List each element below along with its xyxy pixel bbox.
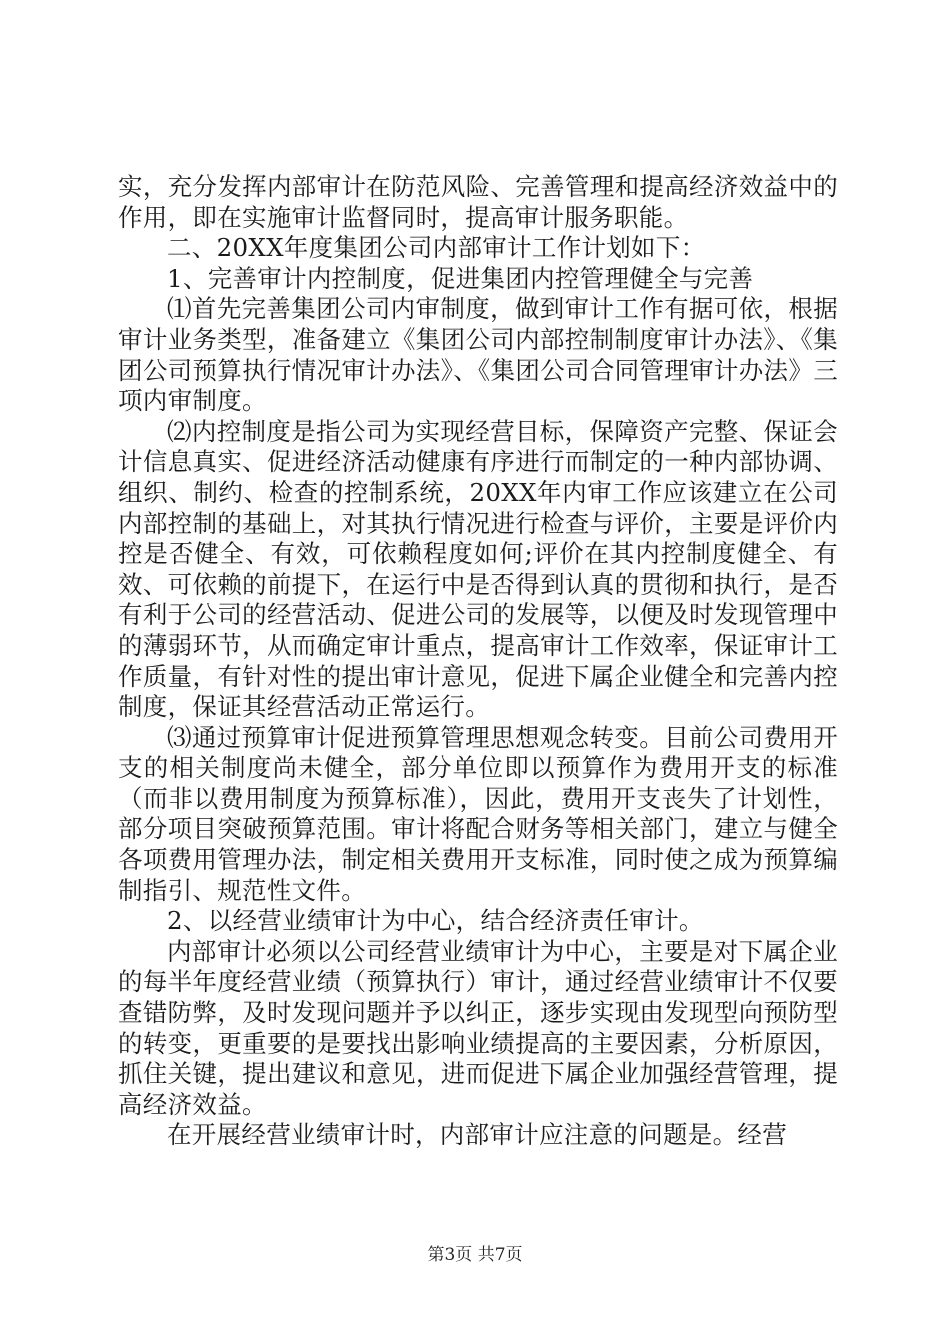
document-body bbox=[118, 172, 838, 1151]
page-number-footer: 第3页 共7页 bbox=[427, 1245, 523, 1265]
subheading-2: 2、以经营业绩审计为中心，结合经济责任审计。 bbox=[167, 906, 704, 936]
section-heading-2: 二、20XX年度集团公司内部审计工作计划如下： bbox=[167, 233, 706, 263]
paragraph-audit-issues: 在开展经营业绩审计时，内部审计应注意的问题是。经营 bbox=[167, 1120, 787, 1150]
paragraph-performance-audit: 内部审计必须以公司经营业绩审计为中心，主要是对下属企业的每半年度经营业绩（预算执行）审计，通过经营业绩审计不仅要查错防弊，及时发现问题并予以纠正，逐步实现由发现型向预防型的转变，更重要的是要找出影响业绩提高的主要因素，分析原因，抓住关键，提出建议和意见，进而促进下属企业加强经营管理，提高经济效益。 bbox=[118, 936, 838, 1119]
paragraph-item-3: ⑶通过预算审计促进预算管理思想观念转变。目前公司费用开支的相关制度尚未健全，部分单位即以预算作为费用开支的标准（而非以费用制度为预算标准），因此，费用开支丧失了计划性，部分项目突破预算范围。审计将配合财务等相关部门，建立与健全各项费用管理办法，制定相关费用开支标准，同时使之成为预算编制指引、规范性文件。 bbox=[118, 722, 838, 905]
paragraph-item-2: ⑵内控制度是指公司为实现经营目标，保障资产完整、保证会计信息真实、促进经济活动健康有序进行而制定的一种内部协调、组织、制约、检查的控制系统，20XX年内审工作应该建立在公司内部控制的基础上，对其执行情况进行检查与评价，主要是评价内控是否健全、有效，可依赖程度如何;评价在其内控制度健全、有效、可依赖的前提下，在运行中是否得到认真的贯彻和执行，是否有利于公司的经营活动、促进公司的发展等，以便及时发现管理中的薄弱环节，从而确定审计重点，提高审计工作效率，保证审计工作质量，有针对性的提出审计意见，促进下属企业健全和完善内控制度，保证其经营活动正常运行。 bbox=[118, 416, 838, 722]
paragraph-continuation: 实，充分发挥内部审计在防范风险、完善管理和提高经济效益中的作用，即在实施审计监督同时，提高审计服务职能。 bbox=[118, 172, 838, 232]
subheading-1: 1、完善审计内控制度，促进集团内控管理健全与完善 bbox=[167, 263, 754, 293]
paragraph-item-1: ⑴首先完善集团公司内审制度，做到审计工作有据可依，根据审计业务类型，准备建立《集团公司内部控制制度审计办法》、《集团公司预算执行情况审计办法》、《集团公司合同管理审计办法》三项内审制度。 bbox=[118, 294, 838, 416]
